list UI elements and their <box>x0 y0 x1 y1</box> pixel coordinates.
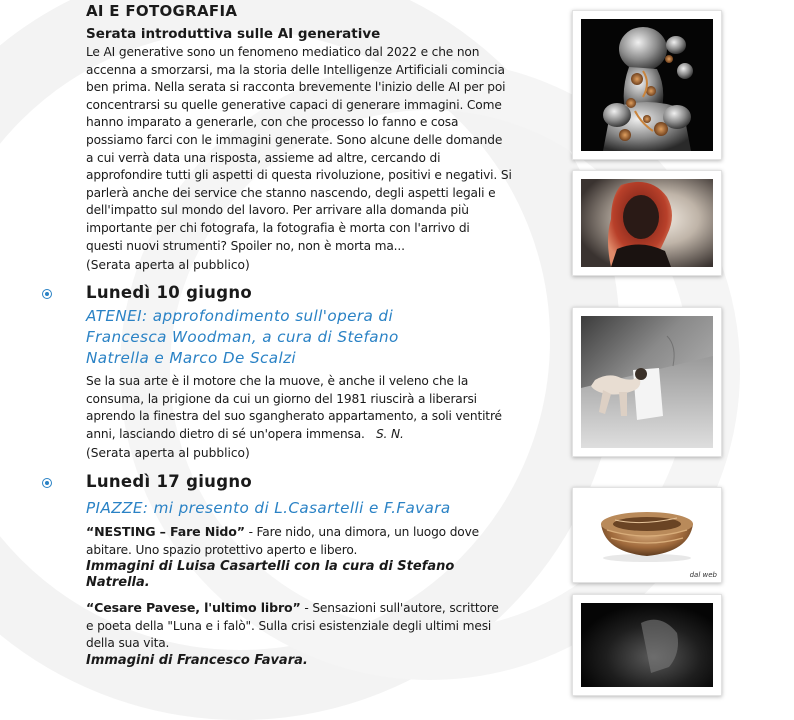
nesting-credit: Natrella. <box>86 575 150 591</box>
description-line: importante per chi fotografa, la fotografia è morta con l'arrivo di <box>86 220 470 235</box>
nesting-text: - Fare nido, una dimora, un luogo dove <box>244 525 480 539</box>
description-line <box>86 426 542 444</box>
description-line: accenna a smorzarsi, ma la storia delle Intelligenze Artificiali comincia <box>86 62 505 77</box>
event-description <box>86 44 542 255</box>
description-line: Le AI generative sono un fenomeno mediatico dal 2022 e che non <box>86 45 480 59</box>
ai-robot-image <box>581 19 713 151</box>
bullet-icon <box>42 478 52 488</box>
description-line: hanno imparato a generarle, con che processo lo fanno e cosa <box>86 115 459 130</box>
nesting-title: “NESTING – Fare Nido” <box>86 524 245 539</box>
description-text: anni, lasciando dietro di sé un'opera immensa. <box>86 426 365 441</box>
event-note: (Serata aperta al pubblico) <box>86 258 250 273</box>
description-line: questi nuovi strumenti? Spoiler no, non è morta ma... <box>86 238 405 253</box>
pavese-text: - Sensazioni sull'autore, scrittore <box>300 601 499 616</box>
description-line: aprendo la finestra del suo sgangherato appartamento, a soli ventitré <box>86 409 502 424</box>
event-description <box>86 373 542 443</box>
photo-pavese <box>572 594 722 696</box>
event-title-line: Francesca Woodman, a cura di Stefano <box>86 328 399 346</box>
event-note: (Serata aperta al pubblico) <box>86 446 250 461</box>
photo-ai-robot <box>572 10 722 160</box>
description-line: a cui verrà data una risposta, assieme ad altre, cercando di <box>86 150 441 165</box>
bullet-icon <box>42 289 52 299</box>
event-date: Lunedì 10 giugno <box>86 283 253 302</box>
photo-caption: dal web <box>689 571 717 579</box>
pavese-line <box>86 599 542 618</box>
photo-nest <box>572 487 722 583</box>
event-title <box>86 306 542 369</box>
description-line: concentrarsi su quelle generative capaci di generare immagini. Come <box>86 97 502 112</box>
nesting-text-line: abitare. Uno spazio protettivo aperto e libero. <box>86 542 358 557</box>
nesting-credit: Immagini di Luisa Casartelli con la cura di Stefano <box>86 559 455 575</box>
description-line: possiamo farci con le immagini generate. Sono alcune delle domande <box>86 132 503 147</box>
woman-silhouette-image <box>581 179 713 267</box>
event-heading: AI E FOTOGRAFIA <box>86 2 238 20</box>
event-woodman <box>86 283 542 462</box>
description-line: parlerà anche dei service che stanno nascendo, degli aspetti legali e <box>86 185 496 200</box>
pavese-text-line: e poeta della "Luna e i falò". Sulla crisi esistenziale degli ultimi mesi <box>86 618 492 633</box>
bird-nest-image <box>581 496 713 564</box>
description-line: consuma, la prigione da cui un giorno del 1981 riuscirà a liberarsi <box>86 391 477 406</box>
pavese-block <box>86 599 542 669</box>
event-date: Lunedì 17 giugno <box>86 472 253 491</box>
event-piazze <box>86 472 542 669</box>
pavese-credit: Immagini di Francesco Favara. <box>86 652 308 668</box>
description-line: dell'impatto sul mondo del lavoro. Per arrivare alla domanda più <box>86 203 469 218</box>
pavese-bw-image <box>581 603 713 687</box>
description-line: ben prima. Nella serata si racconta brevemente l'inizio delle AI per poi <box>86 80 506 95</box>
woodman-photograph-image <box>581 316 713 448</box>
description-line: approfondire tutti gli aspetti di questa rivoluzione, positivi e negativi. Si <box>86 168 512 183</box>
signature: S. N. <box>375 426 404 441</box>
pavese-text-line: della sua vita. <box>86 636 170 651</box>
event-subtitle: Serata introduttiva sulle AI generative <box>86 26 381 42</box>
pavese-title: “Cesare Pavese, l'ultimo libro” <box>86 600 301 616</box>
event-title-line: Natrella e Marco De Scalzi <box>86 349 297 367</box>
photo-woman-red-hair <box>572 170 722 276</box>
event-ai-fotografia <box>86 3 542 274</box>
event-title: PIAZZE: mi presento di L.Casartelli e F.Favara <box>86 499 451 517</box>
nesting-line <box>86 523 542 542</box>
nesting-block <box>86 523 542 591</box>
description-line: Se la sua arte è il motore che la muove, è anche il veleno che la <box>86 374 469 388</box>
photo-woodman <box>572 307 722 457</box>
event-title-line: ATENEI: approfondimento sull'opera di <box>86 307 394 325</box>
